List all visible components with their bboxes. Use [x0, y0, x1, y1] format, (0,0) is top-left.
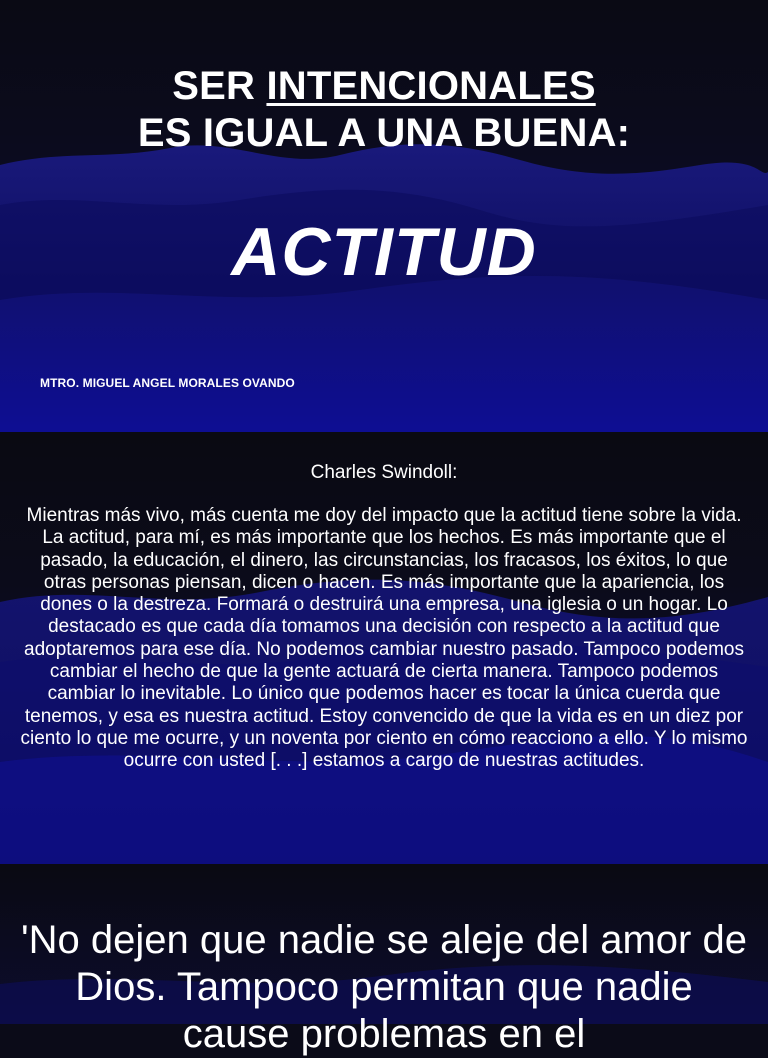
title-line-2: ES IGUAL A UNA BUENA:	[137, 111, 631, 155]
title-underlined-word: INTENCIONALES	[266, 64, 596, 108]
quote-body: Mientras más vivo, más cuenta me doy del impacto que la actitud tiene sobre la vida. La actitud, para mí, es más importante que los hechos. Es más importante que el pasado, la educación, el dinero, las circunstancias, los fracasos, los éxitos, lo que otras personas piensan, dicen o hacen. Es más importante que la apariencia, los dones o la destreza. Formará o destruirá una empresa, una iglesia o un hogar. Lo destacado es que cada día tomamos una decisión con respecto a la actitud que adoptaremos para ese día. No podemos cambiar nuestro pasado. Tampoco podemos cambiar el hecho de que la gente actuará de cierta manera. Tampoco podemos cambiar lo inevitable. Lo único que podemos hacer es tocar la única cuerda que tenemos, y esa es nuestra actitud. Estoy convencido de que la vida es en un diez por ciento lo que me ocurre, y un noventa por ciento en cómo reacciono a ello. Y lo mismo ocurre con usted [. . .] estamos a cargo de nuestras actitudes.	[20, 505, 748, 772]
title-prefix: SER	[172, 64, 267, 108]
verse-text: 'No dejen que nadie se aleje del amor de Dios. Tampoco permitan que nadie cause problemas en el	[21, 918, 747, 1056]
title-line-1	[0, 63, 768, 109]
title-slide	[0, 0, 768, 432]
main-title-word: ACTITUD	[231, 214, 537, 290]
author-name: MTRO. MIGUEL ANGEL MORALES OVANDO	[40, 376, 295, 390]
quote-author: Charles Swindoll:	[310, 462, 458, 483]
